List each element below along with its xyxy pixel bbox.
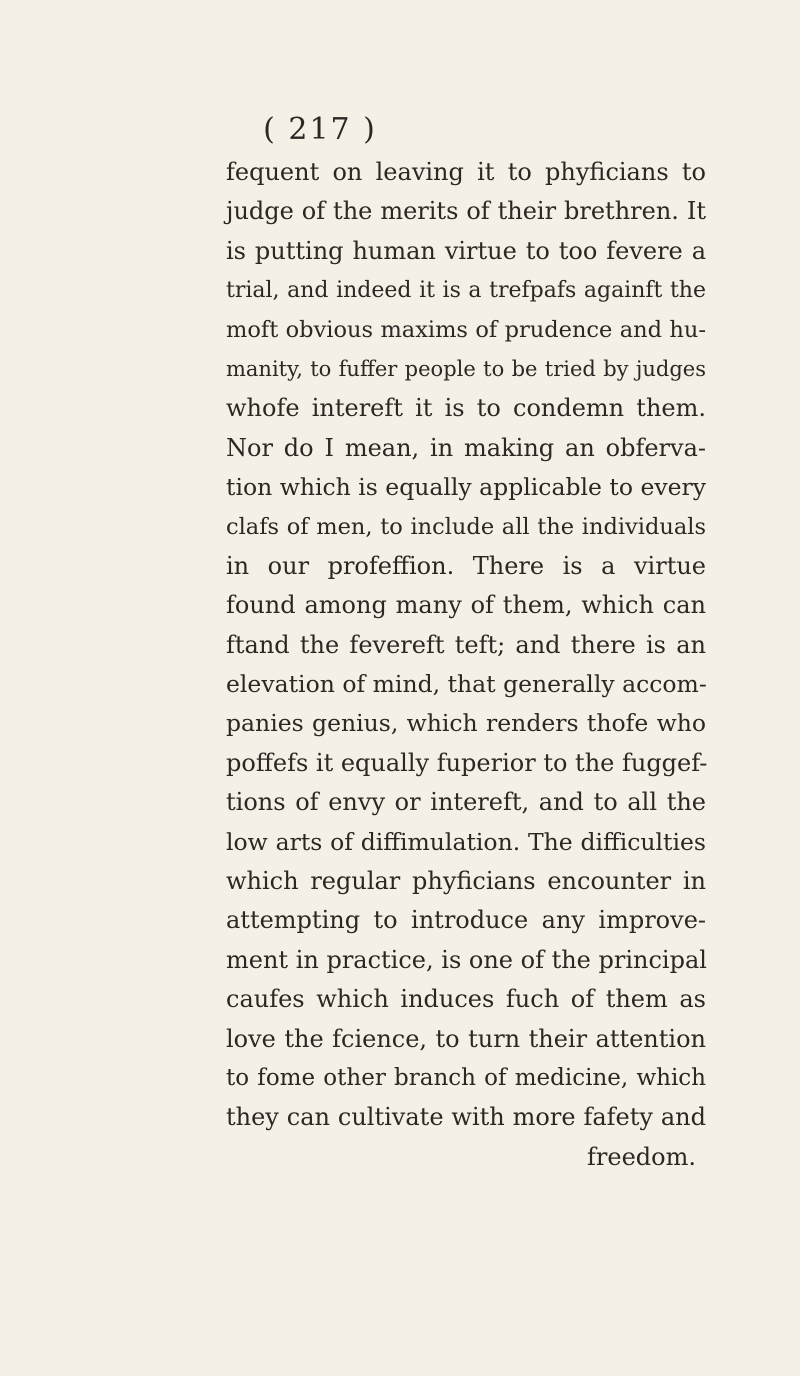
text-line: low arts of diffimulation. The difficulties [226,827,706,856]
text-line: elevation of mind, that generally accom- [226,670,707,699]
text-line: ment in practice, is one of the principal [226,945,707,974]
text-line: in our profeffion. There is a virtue [226,551,706,580]
text-line: clafs of men, to include all the individuals [226,513,706,540]
text-line: ftand the fevereft teft; and there is an [226,630,706,659]
text-line: fequent on leaving it to phyficians to [226,158,706,186]
text-line: found among many of them, which can [226,591,706,620]
text-line-final: freedom. [587,1142,696,1171]
text-line: judge of the merits of their brethren. It [226,197,706,226]
text-line: to fome other branch of medicine, which [226,1064,706,1091]
body-text [226,153,706,1177]
text-line: which regular phyficians encounter in [226,867,706,896]
text-line: trial, and indeed it is a trefpafs againft the [226,278,706,304]
text-line: manity, to fuffer people to be tried by judges [226,356,706,381]
text-line: tions of envy or intereft, and to all the [226,788,706,817]
text-line: tion which is equally applicable to every [226,473,707,502]
page-number-header: ( 217 ) [263,112,377,147]
text-line: they can cultivate with more fafety and [226,1103,706,1132]
text-line: love the fcience, to turn their attention [226,1024,706,1053]
text-line: caufes which induces fuch of them as [226,985,706,1014]
text-line: poffefs it equally fuperior to the fuggef- [226,748,708,777]
text-line: whofe intereft it is to condemn them. [226,394,706,423]
text-line: panies genius, which renders thofe who [226,709,706,738]
text-line: is putting human virtue to too fevere a [226,236,706,265]
text-line: moft obvious maxims of prudence and hu- [226,316,706,343]
text-line: Nor do I mean, in making an obferva- [226,433,706,462]
text-line: attempting to introduce any improve- [226,906,706,935]
